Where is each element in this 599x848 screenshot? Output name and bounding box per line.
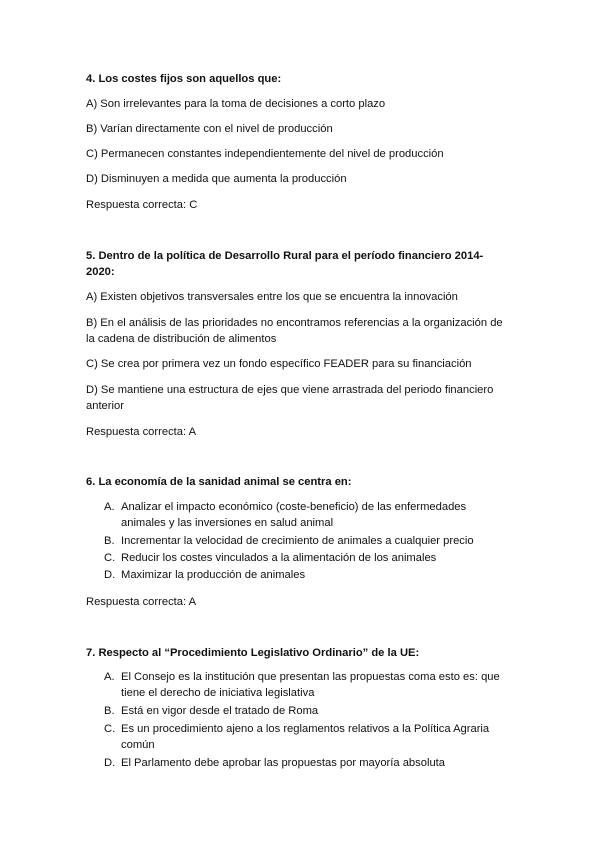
option-text: Reducir los costes vinculados a la alimentación de los animales <box>121 552 437 564</box>
question-7-option-b <box>104 703 504 719</box>
question-4-option-a: A) Son irrelevantes para la toma de decisiones a corto plazo <box>86 98 386 110</box>
option-marker: A. <box>104 501 115 513</box>
option-marker: A. <box>104 671 115 683</box>
option-text: Incrementar la velocidad de crecimiento de animales a cualquier precio <box>121 535 474 547</box>
option-text: Maximizar la producción de animales <box>121 569 306 581</box>
option-marker: B. <box>104 705 115 717</box>
option-text: Está en vigor desde el tratado de Roma <box>121 705 319 717</box>
question-5-option-c: C) Se crea por primera vez un fondo específico FEADER para su financiación <box>86 358 472 370</box>
question-5-answer: Respuesta correcta: A <box>86 426 197 438</box>
option-text: El Consejo es la institución que presentan las propuestas coma esto es: que tiene el derecho de iniciativa legislativa <box>121 671 500 699</box>
question-4-title: 4. Los costes fijos son aquellos que: <box>86 73 282 85</box>
option-marker: C. <box>104 552 116 564</box>
question-5-option-a: A) Existen objetivos transversales entre los que se encuentra la innovación <box>86 291 458 303</box>
option-text: Analizar el impacto económico (coste-beneficio) de las enfermedades animales y las inversiones en salud animal <box>121 501 467 529</box>
option-text: El Parlamento debe aprobar las propuestas por mayoría absoluta <box>121 757 446 769</box>
question-7-title: 7. Respecto al “Procedimiento Legislativo Ordinario” de la UE: <box>86 647 420 659</box>
question-7-option-a <box>104 669 504 701</box>
question-4-option-b: B) Varían directamente con el nivel de producción <box>86 123 333 135</box>
question-5-option-b: B) En el análisis de las prioridades no encontramos referencias a la organización de la cadena de distribución de alimentos <box>86 317 503 345</box>
question-7-options <box>104 669 504 771</box>
question-5-option-d: D) Se mantiene una estructura de ejes que viene arrastrada del periodo financiero anterior <box>86 384 494 412</box>
question-4-option-c: C) Permanecen constantes independientemente del nivel de producción <box>86 148 444 160</box>
question-4-option-d: D) Disminuyen a medida que aumenta la producción <box>86 173 347 185</box>
question-5-title: 5. Dentro de la política de Desarrollo Rural para el período financiero 2014-2020: <box>86 250 484 278</box>
question-6-options <box>104 499 504 583</box>
option-marker: C. <box>104 723 116 735</box>
option-marker: B. <box>104 535 115 547</box>
question-6-option-a <box>104 499 504 531</box>
question-6-title: 6. La economía de la sanidad animal se centra en: <box>86 476 352 488</box>
option-text: Es un procedimiento ajeno a los reglamentos relativos a la Política Agraria común <box>121 723 490 751</box>
question-6-option-b <box>104 533 504 549</box>
option-marker: D. <box>104 569 116 581</box>
question-7-option-c <box>104 721 504 753</box>
question-6-option-d <box>104 567 504 583</box>
option-marker: D. <box>104 757 116 769</box>
question-6-answer: Respuesta correcta: A <box>86 596 197 608</box>
question-6-option-c <box>104 550 504 566</box>
question-4-answer: Respuesta correcta: C <box>86 199 198 211</box>
question-7-option-d <box>104 755 504 771</box>
